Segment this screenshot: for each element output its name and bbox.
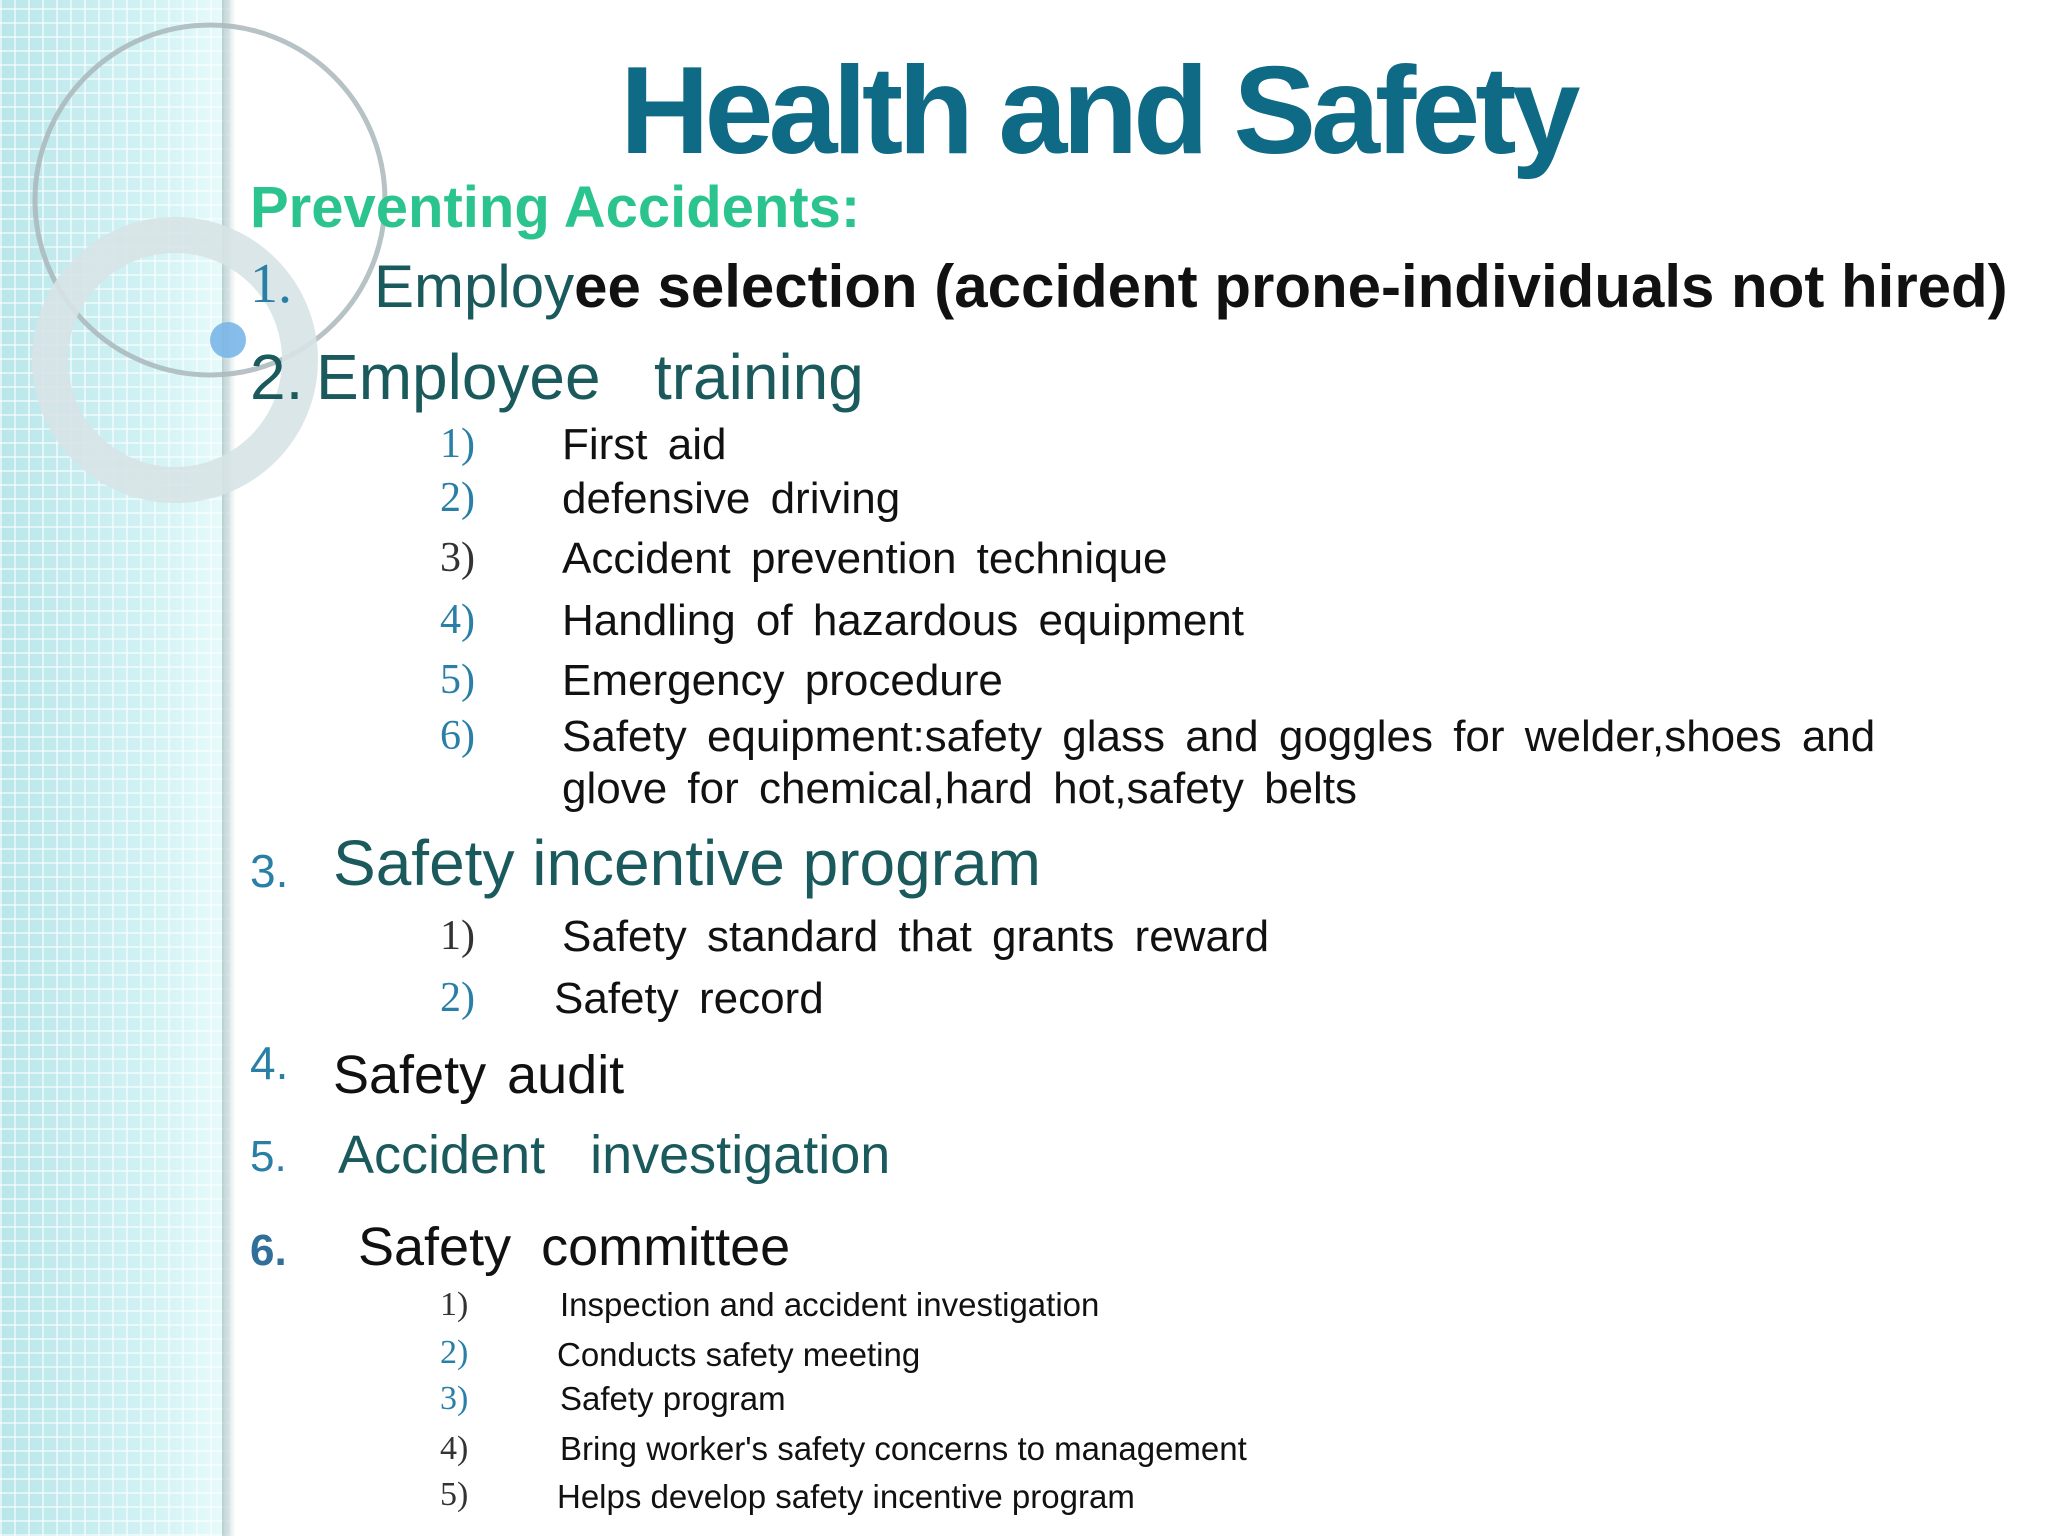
item-3-sub-2-number: 2) xyxy=(440,975,475,1021)
item-3-sub-2-text: Safety record xyxy=(554,974,824,1023)
item-4-number: 4. xyxy=(250,1037,289,1089)
item-2-sub-2-text: defensive driving xyxy=(562,474,901,523)
slide-title: Health and Safety xyxy=(620,42,1576,180)
item-3-number: 3. xyxy=(250,845,289,897)
item-6-sub-2-text: Conducts safety meeting xyxy=(557,1336,921,1373)
item-4-text: Safety audit xyxy=(333,1045,625,1105)
item-2-sub-1-number: 1) xyxy=(440,421,475,467)
item-6-sub-5-text: Helps develop safety incentive program xyxy=(557,1478,1135,1515)
item-2-sub-6-number: 6) xyxy=(440,713,475,759)
item-6-sub-3-text: Safety program xyxy=(560,1380,786,1417)
item-2-sub-5-number: 5) xyxy=(440,657,475,703)
item-2-sub-1-text: First aid xyxy=(562,420,727,469)
section-subtitle: Preventing Accidents: xyxy=(250,175,861,240)
item-3-text: Safety incentive program xyxy=(333,827,1041,899)
item-3-sub-1-text: Safety standard that grants reward xyxy=(562,912,1270,961)
item-1-text-a: Employ xyxy=(374,253,575,320)
item-2-sub-4-text: Handling of hazardous equipment xyxy=(562,596,1245,645)
item-6-number: 6. xyxy=(250,1226,287,1275)
item-6-sub-4-number: 4) xyxy=(440,1430,469,1467)
item-6-sub-4-text: Bring worker's safety concerns to management xyxy=(560,1430,1247,1467)
item-1-text-b: ee selection (accident prone-individuals not hired) xyxy=(574,253,2008,320)
item-1-number: 1. xyxy=(250,253,292,315)
item-6-sub-5-number: 5) xyxy=(440,1476,469,1513)
item-6-sub-3-number: 3) xyxy=(440,1380,469,1417)
item-2-number: 2. xyxy=(250,341,304,413)
item-2-sub-6-text: Safety equipment:safety glass and goggles for welder,shoes and xyxy=(562,712,1876,761)
item-2-sub-3-number: 3) xyxy=(440,535,475,581)
decorative-rings-icon xyxy=(0,0,260,520)
item-1-text xyxy=(374,252,2008,321)
item-6-sub-2-number: 2) xyxy=(440,1334,469,1371)
item-3-sub-1-number: 1) xyxy=(440,913,475,959)
item-2-text: Employee training xyxy=(316,341,864,413)
item-2-sub-4-number: 4) xyxy=(440,597,475,643)
item-6-sub-1-number: 1) xyxy=(440,1286,469,1323)
item-5-number: 5. xyxy=(250,1132,287,1181)
item-6-text: Safety committee xyxy=(358,1217,791,1277)
item-2-sub-2-number: 2) xyxy=(440,475,475,521)
item-2-sub-5-text: Emergency procedure xyxy=(562,656,1003,705)
item-6-sub-1-text: Inspection and accident investigation xyxy=(560,1286,1100,1323)
item-5-text: Accident investigation xyxy=(338,1125,891,1185)
item-2-sub-6-text-line2: glove for chemical,hard hot,safety belts xyxy=(562,764,1358,813)
item-2-sub-3-text: Accident prevention technique xyxy=(562,534,1168,583)
